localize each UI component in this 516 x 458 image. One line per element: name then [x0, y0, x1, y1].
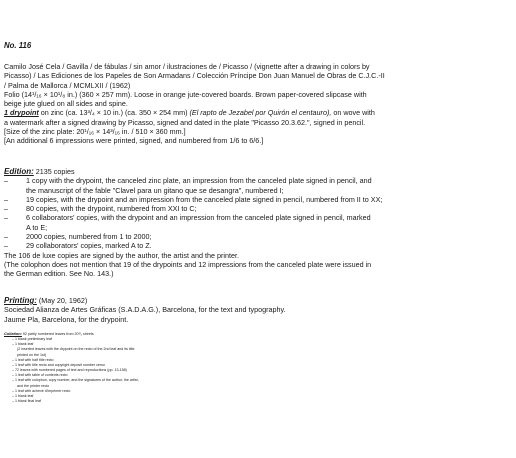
edition-dash: –	[4, 194, 8, 204]
description-line-3: / Palma de Mallorca / MCMLXII / (1962)	[4, 80, 131, 90]
drypoint-line-3: [Size of the zinc plate: 20¹/₁₆ × 14³/₁₆ in. / 510 × 360 mm.]	[4, 127, 186, 137]
edition-note-3: the German edition. See No. 143.)	[4, 269, 114, 279]
collation-line: – 1 leaf with title recto and copyright deposit number verso	[12, 362, 105, 367]
drypoint-size: on zinc (ca. 13³/₄ × 10 in.) (ca. 350 × 254 mm)	[38, 108, 190, 118]
edition-item	[4, 213, 510, 222]
edition-item	[4, 176, 510, 185]
collation-line: – 1 leaf with colophon, copy number, and the signatures of the author, the artist,	[12, 378, 139, 383]
collation-section	[4, 331, 304, 404]
edition-item-text: 1 copy with the drypoint, the canceled zinc plate, an impression from the canceled plate signed in pencil, and	[26, 176, 372, 186]
edition-dash: –	[4, 213, 8, 223]
printing-heading	[4, 296, 510, 305]
edition-label: Edition:	[4, 167, 34, 176]
edition-item-text: 29 collaborators' copies, marked A to Z.	[26, 241, 152, 251]
drypoint-title: (El rapto de Jezabel por Quirón el centauro),	[189, 108, 332, 118]
collation-line: – 1 blank preliminary leaf	[12, 337, 52, 342]
printing-section	[4, 296, 510, 324]
edition-dash: –	[4, 176, 8, 186]
edition-note-2: (The colophon does not mention that 19 of the drypoints and 12 impressions from the canceled plate were issued in	[4, 259, 372, 269]
printing-label: Printing:	[4, 296, 37, 305]
edition-item-cont: the manuscript of the fable "Clavel para un gitano que se desangra", numbered I;	[26, 185, 284, 195]
drypoint-line-2: a watermark after a signed drawing by Picasso, signed and dated in the plate "Picasso 20.3.62.", signed in pencil.	[4, 117, 366, 127]
edition-note-1: The 106 de luxe copies are signed by the author, the artist and the printer.	[4, 250, 239, 260]
drypoint-line-4: [An additional 6 impressions were printed, signed, and numbered from 1/6 to 6/6.]	[4, 136, 264, 146]
edition-item-cont: A to E;	[26, 222, 48, 232]
collation-line: – 1 blank leaf	[12, 342, 34, 347]
edition-item	[4, 232, 510, 241]
entry-number: No. 116	[4, 41, 32, 50]
description-line-2: Picasso) / Las Ediciones de los Papeles de Son Armadans / Colección Príncipe Don Juan Manuel de Obras de C.J.C.-II	[4, 71, 385, 81]
entry-description	[4, 62, 510, 146]
drypoint-paper: on wove with	[331, 108, 375, 118]
edition-item	[4, 241, 510, 250]
collation-line: – 1 leaf with achevé d'imprimer recto	[12, 388, 71, 393]
collation-line: – 72 leaves with numbered pages of text and reproductions (pp. 13-158)	[12, 368, 127, 373]
edition-heading	[4, 167, 510, 176]
edition-dash: –	[4, 232, 8, 242]
edition-dash: –	[4, 241, 8, 251]
description-line-5: beige jute glued on all sides and spine.	[4, 99, 128, 109]
printing-line-1: Sociedad Alianza de Artes Gráficas (S.A.D.A.G.), Barcelona, for the text and typography.	[4, 305, 286, 315]
edition-dash: –	[4, 204, 8, 214]
collation-line: – 1 blank leaf	[12, 393, 34, 398]
edition-item	[4, 195, 510, 204]
edition-item-text: 19 copies, with the drypoint and an impression from the canceled plate signed in pencil, numbered from II to XX;	[26, 194, 383, 204]
collation-line: (2 inserted leaves with the drypoint on the recto of the 2nd leaf and its title	[17, 347, 135, 352]
collation-label: Collation:	[4, 331, 22, 336]
collation-count: 92 partly numbered leaves from 20¹/₂ sheets	[21, 332, 94, 336]
collation-line: printed on the 1st)	[17, 352, 46, 357]
description-line-1: Camilo José Cela / Gavilla / de fábulas / sin amor / ilustraciones de / Picasso / (vignette after a drawing in colors by	[4, 62, 370, 71]
collation-line: – 1 blank final leaf	[12, 399, 41, 404]
printing-date: (May 20, 1962)	[36, 296, 88, 305]
printing-line-2: Jaume Pla, Barcelona, for the drypoint.	[4, 314, 129, 324]
edition-item-text: 2000 copies, numbered from 1 to 2000;	[26, 232, 152, 242]
entry-number-block	[4, 41, 510, 50]
edition-section	[4, 167, 510, 279]
collation-line: and the printer recto	[17, 383, 50, 388]
edition-count: 2135 copies	[33, 167, 75, 176]
collation-line: – 1 leaf with table of contents recto	[12, 373, 68, 378]
edition-item-text: 6 collaborators' copies, with the drypoint and an impression from the canceled plate signed in pencil, marked	[26, 213, 371, 223]
drypoint-label: 1 drypoint	[4, 108, 39, 118]
collation-line: – 1 leaf with half title recto	[12, 357, 54, 362]
edition-item	[4, 204, 510, 213]
drypoint-line-1	[4, 108, 510, 117]
description-line-4: Folio (14¹/₁₆ × 10¹/₈ in.) (360 × 257 mm). Loose in orange jute-covered boards. Brown paper-covered slipcase with	[4, 89, 367, 99]
edition-item-text: 80 copies, with the drypoint, numbered from XXI to C;	[26, 204, 197, 214]
